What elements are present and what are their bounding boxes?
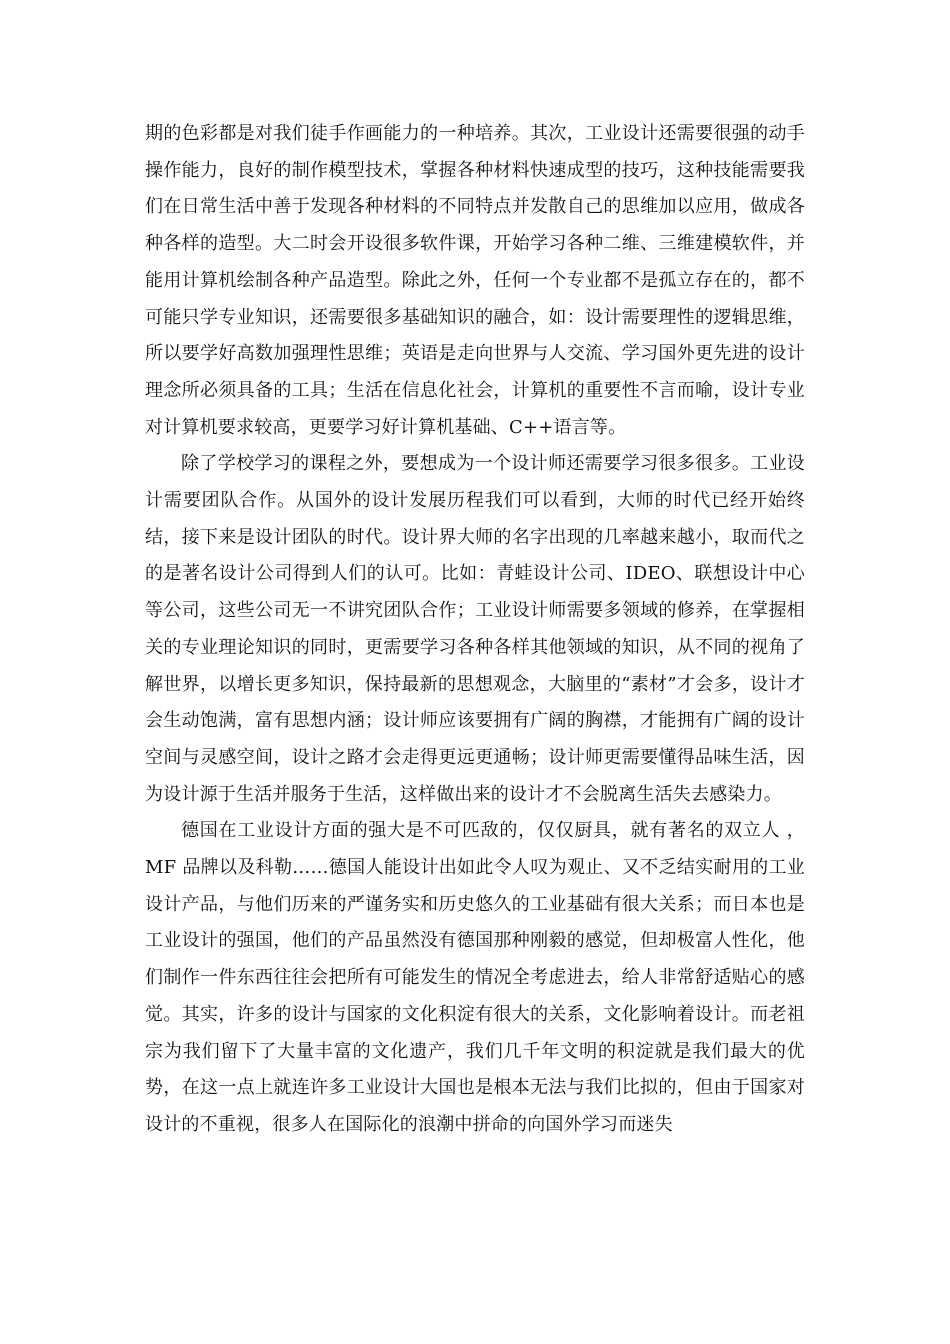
- paragraph-2: 除了学校学习的课程之外，要想成为一个设计师还需要学习很多很多。工业设计需要团队合作。从国外的设计发展历程我们可以看到，大师的时代已经开始终结，接下来是设计团队的时代。设计界大师的名字出现的几率越来越小，取而代之的是著名设计公司得到人们的认可。比如：青蛙设计公司、IDEO、联想设计中心等公司，这些公司无一不讲究团队合作；工业设计师需要多领域的修养，在掌握相关的专业理论知识的同时，更需要学习各种各样其他领域的知识，从不同的视角了解世界，以增长更多知识，保持最新的思想观念，大脑里的“素材”才会多，设计才会生动饱满，富有思想内涵；设计师应该要拥有广阔的胸襟，才能拥有广阔的设计空间与灵感空间，设计之路才会走得更远更通畅；设计师更需要懂得品味生活，因为设计源于生活并服务于生活，这样做出来的设计才不会脱离生活失去感染力。: [145, 453, 805, 805]
- paragraph-3: 德国在工业设计方面的强大是不可匹敌的，仅仅厨具，就有著名的双立人 ，MF 品牌以及科勒……德国人能设计出如此令人叹为观止、又不乏结实耐用的工业设计产品，与他们历来的严谨务实和历史悠久的工业基础有很大关系；而日本也是工业设计的强国，他们的产品虽然没有德国那种刚毅的感觉，但却极富人性化，他们制作一件东西往往会把所有可能发生的情况全考虑进去，给人非常舒适贴心的感觉。其实，许多的设计与国家的文化积淀有很大的关系，文化影响着设计。而老祖宗为我们留下了大量丰富的文化遗产，我们几千年文明的积淀就是我们最大的优势，在这一点上就连许多工业设计大国也是根本无法与我们比拟的，但由于国家对设计的不重视，很多人在国际化的浪潮中拼命的向国外学习而迷失: [145, 820, 805, 1135]
- paragraph-1: 期的色彩都是对我们徒手作画能力的一种培养。其次，工业设计还需要很强的动手操作能力，良好的制作模型技术，掌握各种材料快速成型的技巧，这种技能需要我们在日常生活中善于发现各种材料的不同特点并发散自己的思维加以应用，做成各种各样的造型。大二时会开设很多软件课，开始学习各种二维、三维建模软件，并能用计算机绘制各种产品造型。除此之外，任何一个专业都不是孤立存在的，都不可能只学专业知识，还需要很多基础知识的融合，如：设计需要理性的逻辑思维，所以要学好高数加强理性思维；英语是走向世界与人交流、学习国外更先进的设计理念所必须具备的工具；生活在信息化社会，计算机的重要性不言而喻，设计专业对计算机要求较高，更要学习好计算机基础、C++语言等。: [145, 123, 805, 438]
- document-body: [145, 116, 805, 1144]
